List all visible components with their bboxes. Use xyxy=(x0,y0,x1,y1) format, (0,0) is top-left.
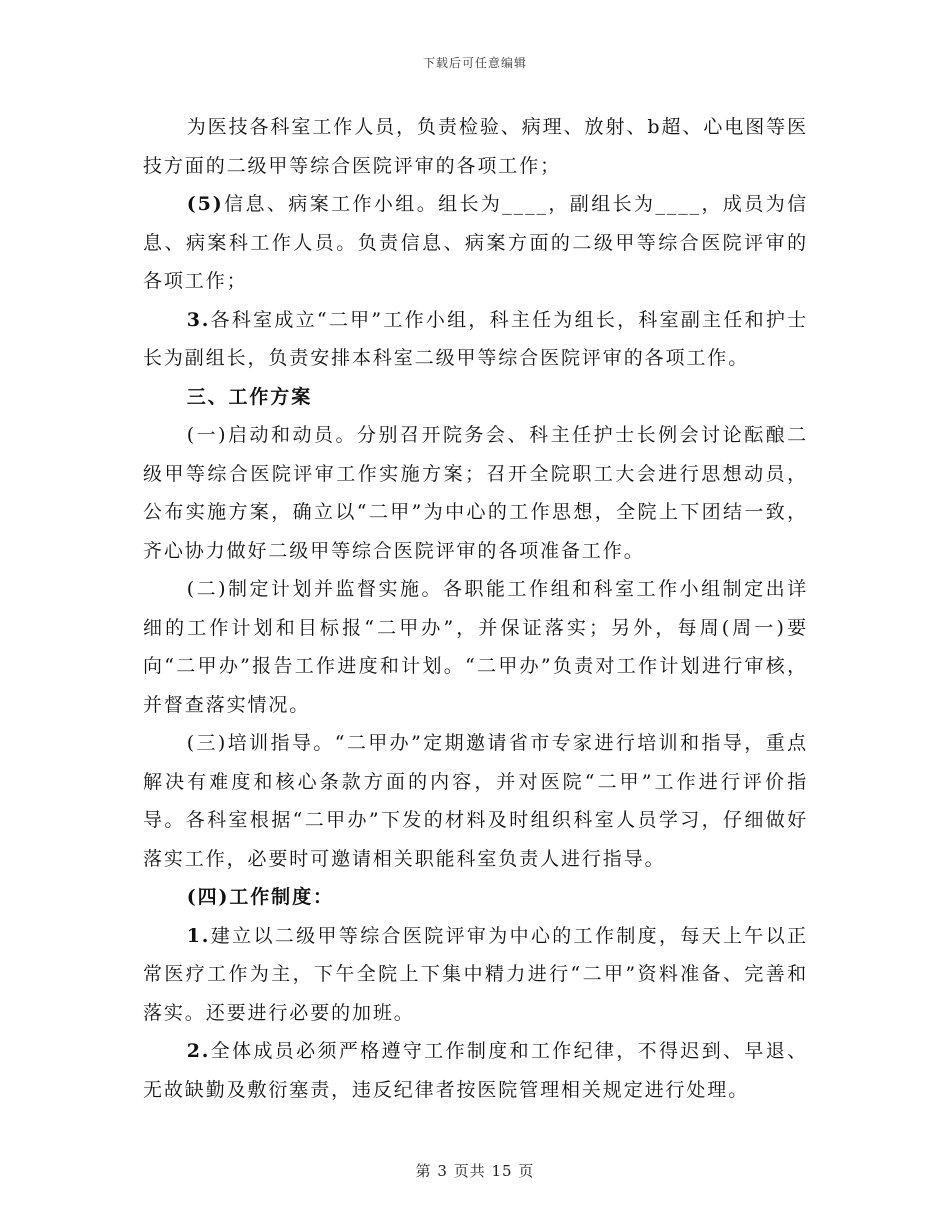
paragraph-plan-supervise: (二)制定计划并监督实施。各职能工作组和科室工作小组制定出详细的工作计划和目标报“二甲办”，并保证落实；另外，每周(周一)要向“二甲办”报告工作进度和计划。“二甲办”负责对工作计划进行审核，并督查落实情况。 xyxy=(143,578,808,716)
paragraph-rule-1 xyxy=(143,917,808,1033)
paragraph-text: 各科室成立“二甲”工作小组，科主任为组长，科室副主任和护士长为副组长，负责安排本科室二级甲等综合医院评审的各项工作。 xyxy=(143,308,808,369)
paragraph-training-guidance: (三)培训指导。“二甲办”定期邀请省市专家进行培训和指导，重点解决有难度和核心条款方面的内容，并对医院“二甲”工作进行评价指导。各科室根据“二甲办”下发的材料及时组织科室人员学习，仔细做好落实工作，必要时可邀请相关职能科室负责人进行指导。 xyxy=(143,732,808,870)
paragraph-rule-2 xyxy=(143,1032,808,1109)
paragraph-text: 建立以二级甲等综合医院评审为中心的工作制度，每天上午以正常医疗工作为主，下午全院上下集中精力进行“二甲”资料准备、完善和落实。还要进行必要的加班。 xyxy=(143,924,808,1024)
page-header-note: 下载后可任意编辑 xyxy=(422,56,527,70)
paragraph-launch-mobilize: (一)启动和动员。分别召开院务会、科主任护士长例会讨论酝酿二级甲等综合医院评审工作实施方案；召开全院职工大会进行思想动员，公布实施方案，确立以“二甲”为中心的工作思想，全院上下团结一致，齐心协力做好二级甲等综合医院评审的各项准备工作。 xyxy=(143,424,808,562)
page-number-footer: 第 3 页共 15 页 xyxy=(415,1162,535,1180)
subsection-heading-work-rules: (四)工作制度： xyxy=(186,886,334,908)
paragraph-text: 信息、病案工作小组。组长为____，副组长为____，成员为信息、病案科工作人员。负责信息、病案方面的二级甲等综合医院评审的各项工作； xyxy=(143,193,808,292)
item-number: 3. xyxy=(186,308,211,331)
item-number: (5) xyxy=(186,193,224,215)
paragraph-text: 全体成员必须严格遵守工作制度和工作纪律，不得迟到、早退、无故缺勤及敷衍塞责，违反纪律者按医院管理相关规定进行处理。 xyxy=(143,1040,808,1101)
document-body xyxy=(143,108,808,1109)
paragraph-info-records-group xyxy=(143,185,808,301)
paragraph-department-groups xyxy=(143,301,808,378)
paragraph-medical-tech: 为医技各科室工作人员，负责检验、病理、放射、b超、心电图等医技方面的二级甲等综合医院评审的各项工作； xyxy=(143,116,808,177)
section-heading-work-plan: 三、工作方案 xyxy=(186,385,313,408)
item-number: 1. xyxy=(186,924,211,947)
item-number: 2. xyxy=(186,1040,211,1062)
